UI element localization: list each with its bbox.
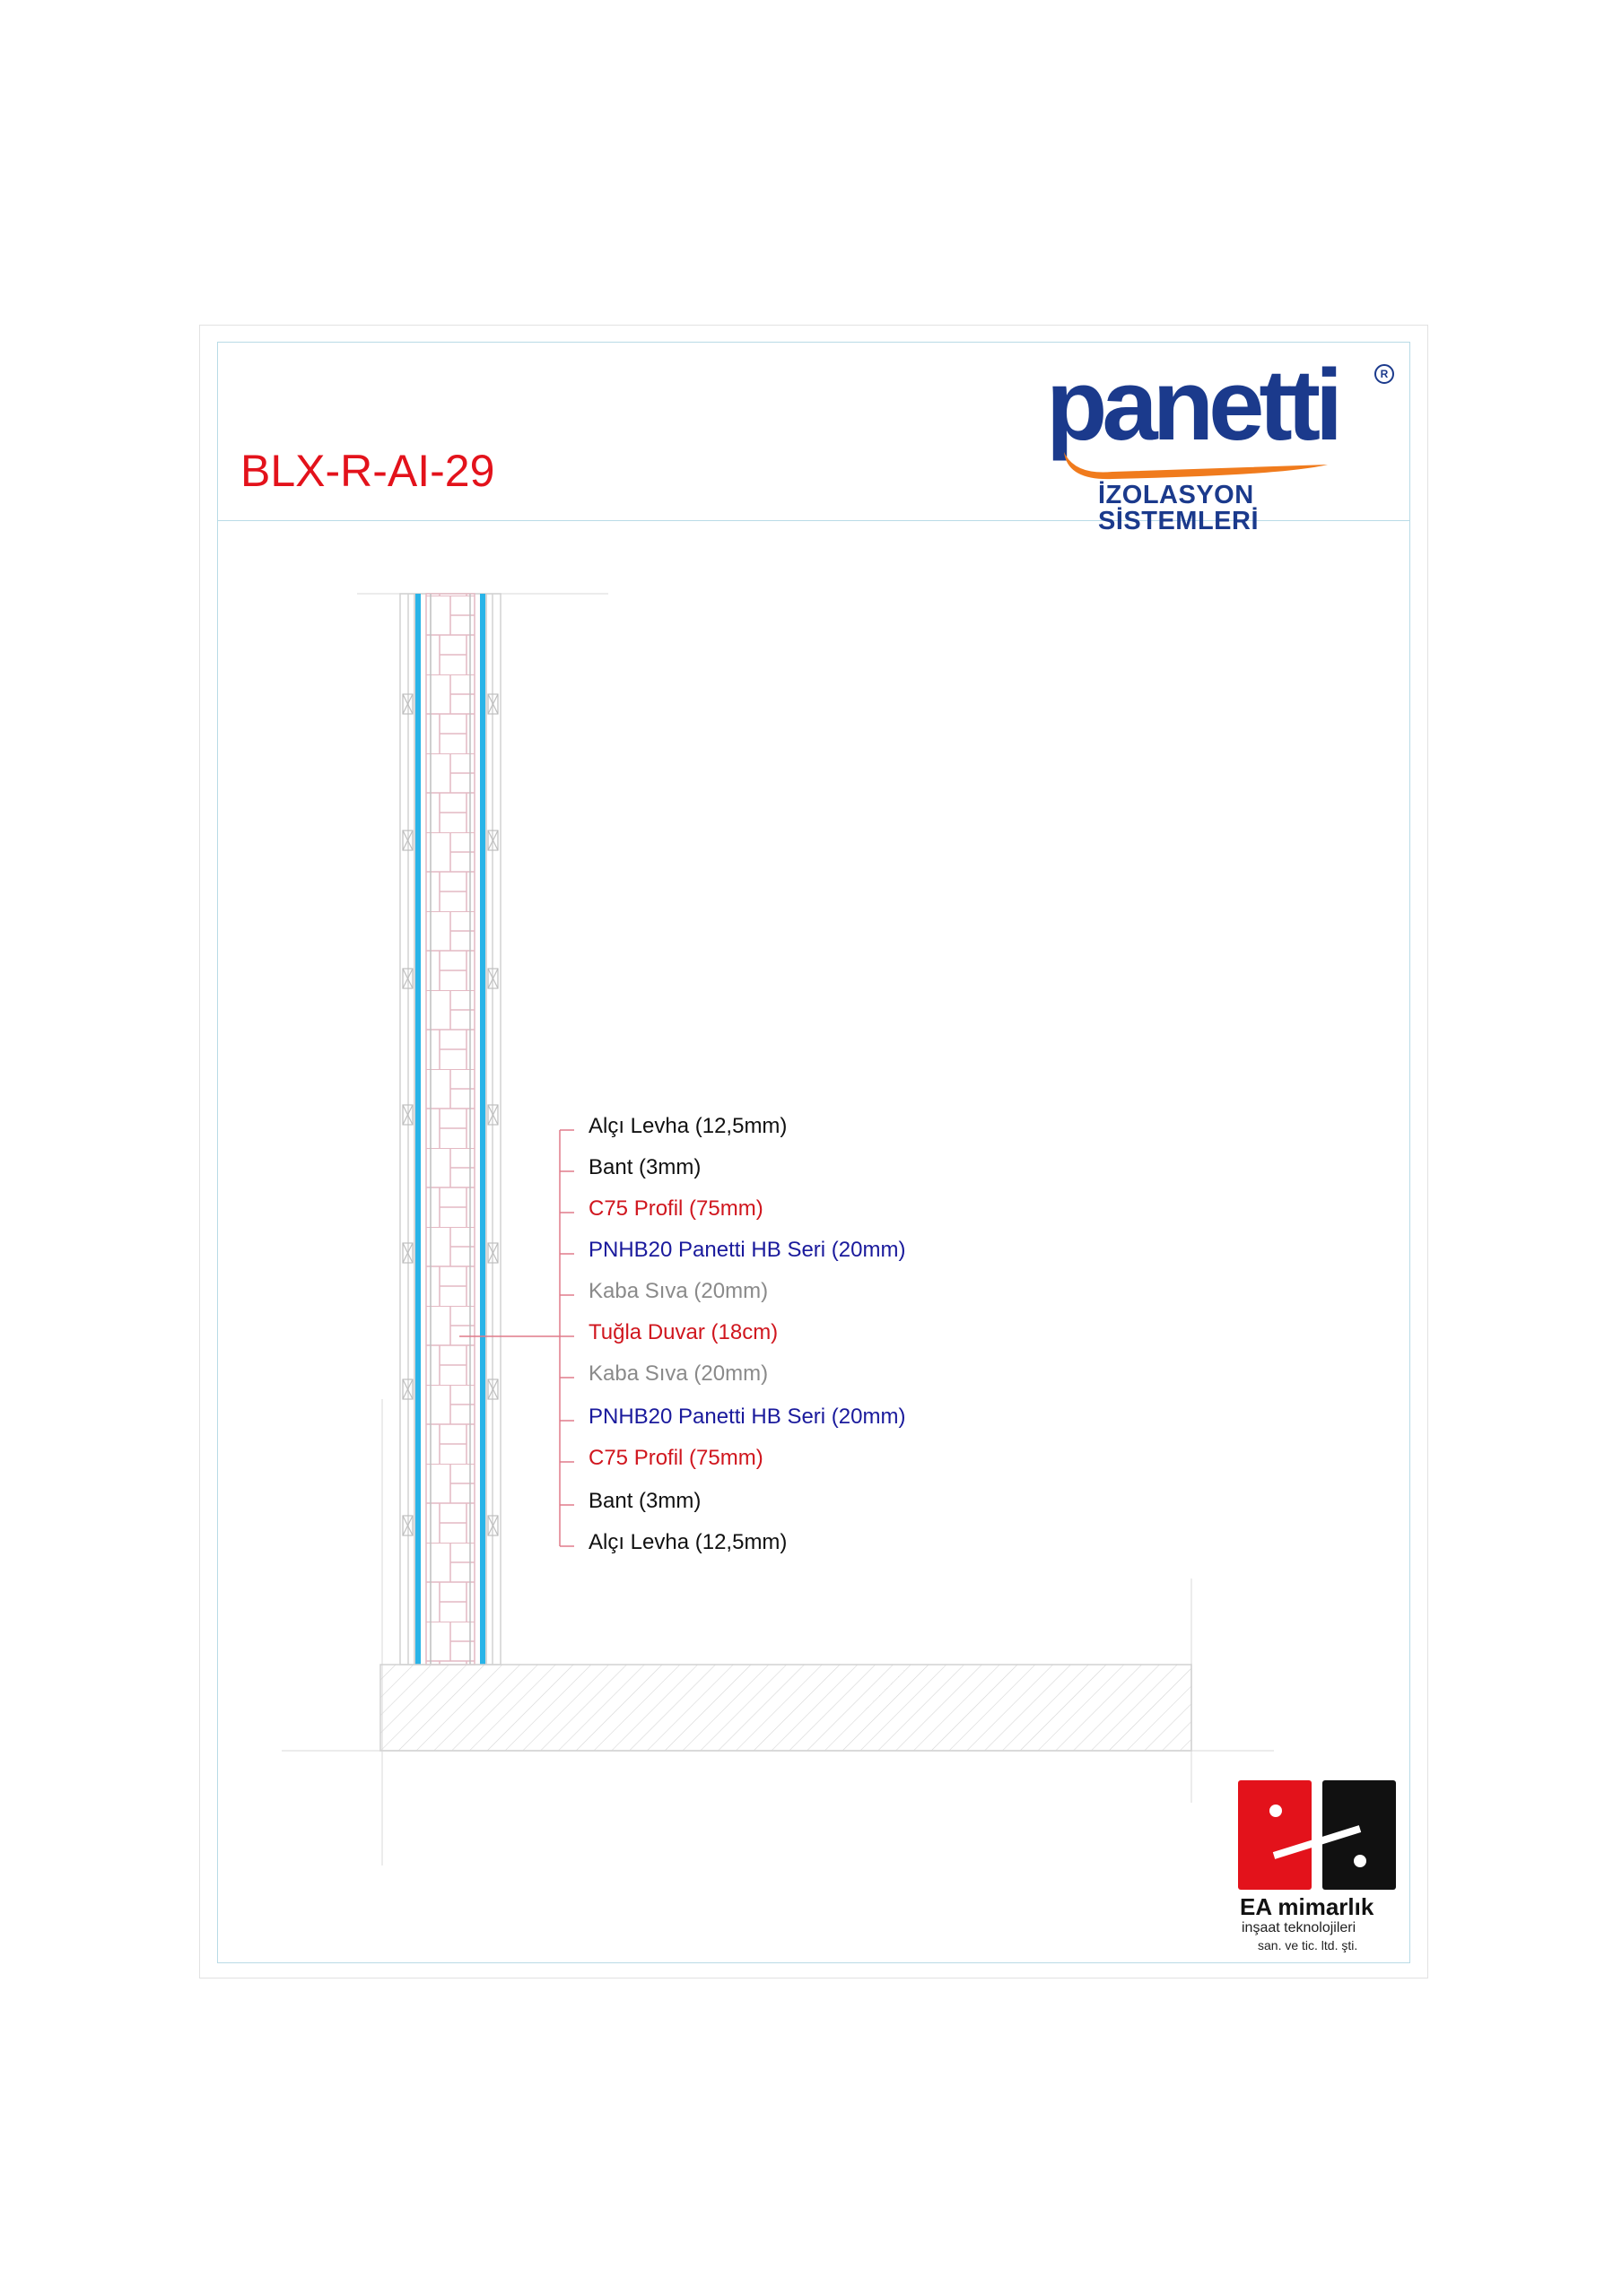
company-line-1: inşaat teknolojileri [1242,1920,1356,1935]
callout-leaders [459,1130,574,1546]
layer-label-7: Kaba Sıva (20mm) [589,1361,769,1386]
floor-slab [380,1665,1191,1751]
insulation-board-right [480,594,485,1665]
ea-mimarlik-logo [1238,1780,1400,1960]
drawing-code: BLX-R-AI-29 [240,446,495,496]
insulation-board-left [415,594,421,1665]
layer-label-5: Kaba Sıva (20mm) [589,1279,769,1303]
company-line-2: san. ve tic. ltd. şti. [1258,1938,1358,1952]
layer-label-8: PNHB20 Panetti HB Seri (20mm) [589,1405,906,1429]
layer-label-3: C75 Profil (75mm) [589,1196,763,1221]
ea-mark-icon [1238,1780,1396,1890]
layer-label-10: Bant (3mm) [589,1489,702,1513]
layer-label-1: Alçı Levha (12,5mm) [589,1114,788,1138]
company-name: EA mimarlık [1240,1893,1374,1920]
brand-wordmark: panetti [1046,349,1339,461]
layer-label-4: PNHB20 Panetti HB Seri (20mm) [589,1238,906,1262]
layer-label-11: Alçı Levha (12,5mm) [589,1530,788,1554]
registered-mark: R [1374,364,1394,384]
layer-label-2: Bant (3mm) [589,1155,702,1179]
layer-label-9: C75 Profil (75mm) [589,1446,763,1470]
wall-layers [400,594,501,1665]
brand-tagline: İZOLASYON SİSTEMLERİ [1098,481,1260,535]
layer-label-6: Tuğla Duvar (18cm) [589,1320,779,1344]
